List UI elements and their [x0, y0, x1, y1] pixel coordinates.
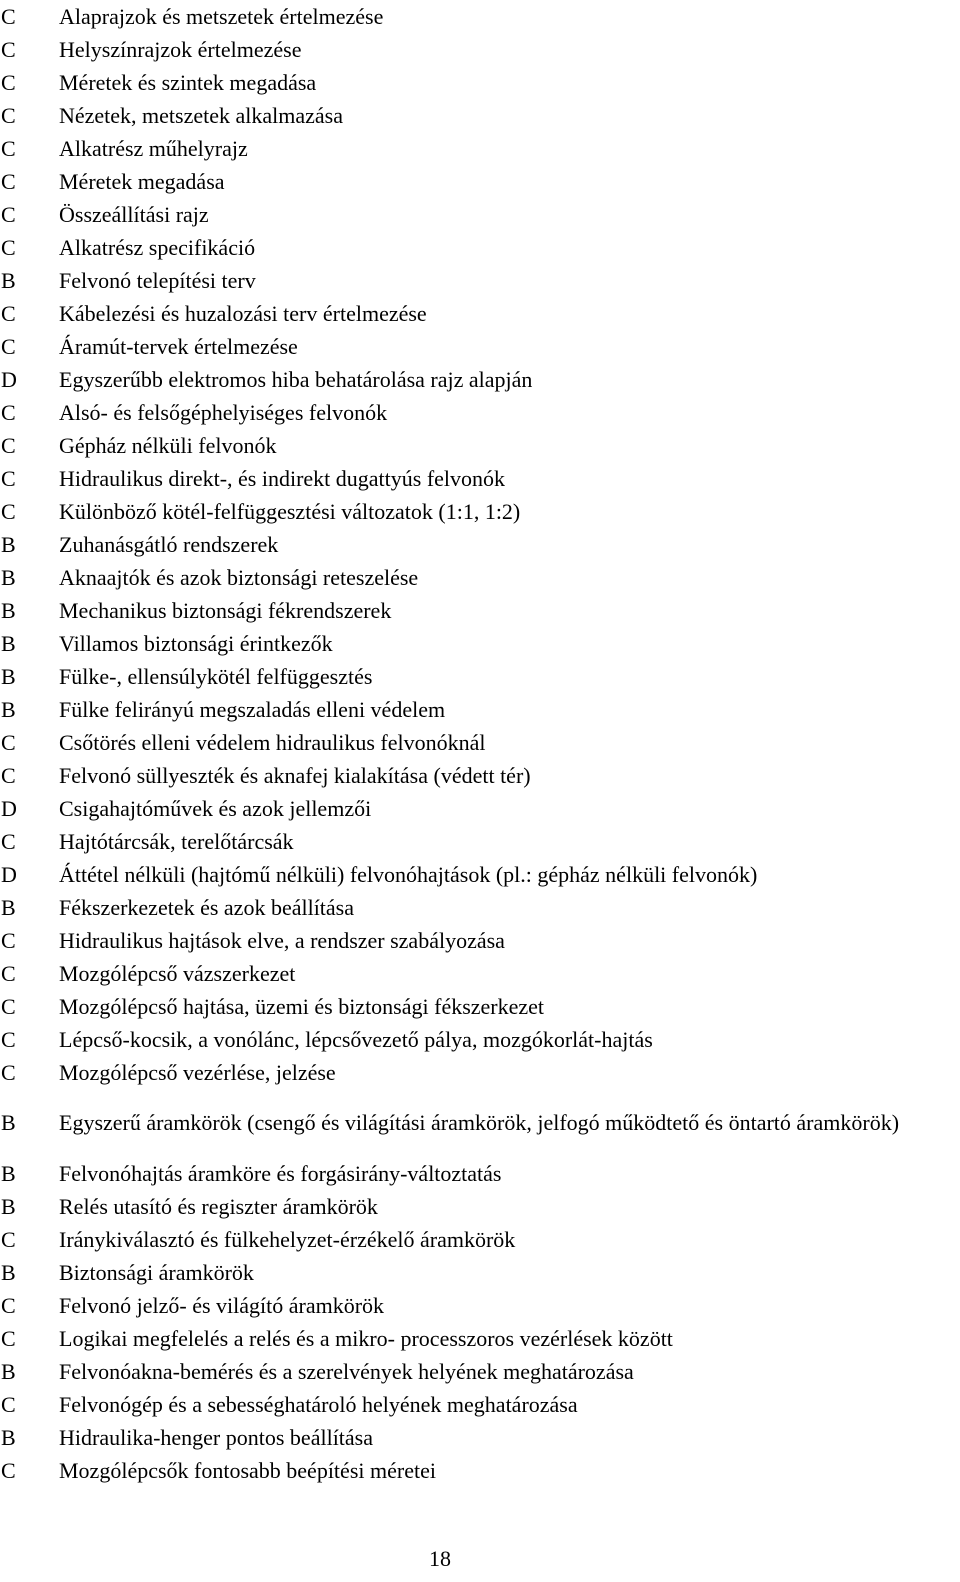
table-row	[0, 726, 960, 759]
level-cell: B	[1, 1110, 16, 1135]
table-row	[0, 132, 960, 165]
description-cell: Fékszerkezetek és azok beállítása	[59, 895, 355, 920]
level-cell: B	[1, 1425, 16, 1450]
description-cell: Hidraulika-henger pontos beállítása	[59, 1425, 374, 1450]
level-cell: C	[1, 136, 16, 161]
level-cell: B	[1, 532, 16, 557]
table-row	[0, 1157, 960, 1190]
description-cell: Relés utasító és regiszter áramkörök	[59, 1194, 378, 1219]
description-cell: Csigahajtóművek és azok jellemzői	[59, 796, 372, 821]
table-row	[0, 429, 960, 462]
level-cell: D	[1, 862, 17, 887]
level-cell: C	[1, 994, 16, 1019]
table-row	[0, 0, 960, 33]
level-cell: C	[1, 70, 16, 95]
description-cell: Felvonógép és a sebességhatároló helyének meghatározása	[59, 1392, 578, 1417]
level-cell: C	[1, 103, 16, 128]
table-row	[0, 198, 960, 231]
level-cell: C	[1, 334, 16, 359]
table-row	[0, 1256, 960, 1289]
level-cell: C	[1, 169, 16, 194]
table-row	[0, 627, 960, 660]
description-cell: Mechanikus biztonsági fékrendszerek	[59, 598, 392, 623]
description-cell: Áramút-tervek értelmezése	[59, 334, 298, 359]
table-row	[0, 264, 960, 297]
table-row	[0, 1388, 960, 1421]
level-cell: C	[1, 37, 16, 62]
level-cell: C	[1, 433, 16, 458]
description-cell: Mozgólépcső vázszerkezet	[59, 961, 296, 986]
description-cell: Biztonsági áramkörök	[59, 1260, 254, 1285]
level-cell: B	[1, 664, 16, 689]
page-number: 18	[429, 1546, 451, 1571]
table-row	[0, 660, 960, 693]
table-row	[0, 1421, 960, 1454]
description-cell: Egyszerűbb elektromos hiba behatárolása rajz alapján	[59, 367, 533, 392]
level-cell: C	[1, 763, 16, 788]
level-cell: C	[1, 499, 16, 524]
table-row	[0, 396, 960, 429]
table-row	[0, 33, 960, 66]
level-cell: B	[1, 268, 16, 293]
level-cell: C	[1, 1458, 16, 1483]
description-cell: Zuhanásgátló rendszerek	[59, 532, 279, 557]
level-cell: B	[1, 1260, 16, 1285]
description-cell: Logikai megfelelés a relés és a mikro- processzoros vezérlések között	[59, 1326, 673, 1351]
table-row	[0, 891, 960, 924]
table-row	[0, 330, 960, 363]
level-cell: C	[1, 1326, 16, 1351]
level-cell: C	[1, 1293, 16, 1318]
table-row	[0, 297, 960, 330]
level-cell: B	[1, 598, 16, 623]
table-row	[0, 1223, 960, 1256]
table-row	[0, 99, 960, 132]
table-row	[0, 1089, 960, 1157]
table-row	[0, 594, 960, 627]
level-cell: C	[1, 1227, 16, 1252]
table-row	[0, 957, 960, 990]
description-cell: Mozgólépcső vezérlése, jelzése	[59, 1060, 336, 1085]
table-row	[0, 1355, 960, 1388]
table-row	[0, 1289, 960, 1322]
table-row	[0, 792, 960, 825]
table-row	[0, 231, 960, 264]
table-row	[0, 528, 960, 561]
level-cell: C	[1, 4, 16, 29]
level-cell: C	[1, 829, 16, 854]
description-cell: Felvonó telepítési terv	[59, 268, 256, 293]
description-cell: Felvonó jelző- és világító áramkörök	[59, 1293, 385, 1318]
table-row	[0, 1190, 960, 1223]
description-cell: Fülke-, ellensúlykötél felfüggesztés	[59, 664, 373, 689]
table-row	[0, 66, 960, 99]
level-cell: C	[1, 400, 16, 425]
table-row	[0, 165, 960, 198]
description-cell: Felvonó süllyeszték és aknafej kialakítása (védett tér)	[59, 763, 531, 788]
level-cell: B	[1, 697, 16, 722]
level-cell: C	[1, 928, 16, 953]
level-cell: C	[1, 301, 16, 326]
description-cell: Méretek és szintek megadása	[59, 70, 317, 95]
table-row	[0, 495, 960, 528]
description-cell: Lépcső-kocsik, a vonólánc, lépcsővezető pálya, mozgókorlát-hajtás	[59, 1027, 653, 1052]
level-cell: C	[1, 730, 16, 755]
level-cell: C	[1, 466, 16, 491]
table-row	[0, 990, 960, 1023]
level-cell: C	[1, 1392, 16, 1417]
table-row	[0, 1056, 960, 1089]
level-cell: D	[1, 367, 17, 392]
description-cell: Alaprajzok és metszetek értelmezése	[59, 4, 384, 29]
level-cell: C	[1, 202, 16, 227]
description-cell: Iránykiválasztó és fülkehelyzet-érzékelő áramkörök	[59, 1227, 516, 1252]
description-cell: Egyszerű áramkörök (csengő és világítási áramkörök, jelfogó működtető és öntartó áramkörök)	[59, 1110, 900, 1135]
description-cell: Mozgólépcsők fontosabb beépítési méretei	[59, 1458, 436, 1483]
level-cell: B	[1, 895, 16, 920]
description-cell: Hidraulikus direkt-, és indirekt dugattyús felvonók	[59, 466, 506, 491]
description-cell: Hajtótárcsák, terelőtárcsák	[59, 829, 294, 854]
level-cell: C	[1, 1060, 16, 1085]
description-cell: Fülke felirányú megszaladás elleni védelem	[59, 697, 446, 722]
table-row	[0, 363, 960, 396]
description-cell: Alsó- és felsőgéphelyiséges felvonók	[59, 400, 388, 425]
table-row	[0, 825, 960, 858]
table-row	[0, 1322, 960, 1355]
description-cell: Csőtörés elleni védelem hidraulikus felvonóknál	[59, 730, 486, 755]
description-cell: Aknaajtók és azok biztonsági reteszelése	[59, 565, 419, 590]
description-cell: Mozgólépcső hajtása, üzemi és biztonsági fékszerkezet	[59, 994, 545, 1019]
level-cell: C	[1, 235, 16, 260]
level-cell: B	[1, 631, 16, 656]
table-row	[0, 462, 960, 495]
level-cell: B	[1, 565, 16, 590]
table-row	[0, 759, 960, 792]
description-cell: Gépház nélküli felvonók	[59, 433, 277, 458]
description-cell: Kábelezési és huzalozási terv értelmezése	[59, 301, 427, 326]
table-row	[0, 924, 960, 957]
description-cell: Felvonóhajtás áramköre és forgásirány-változtatás	[59, 1161, 502, 1186]
table-row	[0, 561, 960, 594]
description-cell: Nézetek, metszetek alkalmazása	[59, 103, 344, 128]
table-row	[0, 1023, 960, 1056]
description-cell: Méretek megadása	[59, 169, 225, 194]
level-cell: D	[1, 796, 17, 821]
description-cell: Villamos biztonsági érintkezők	[59, 631, 333, 656]
description-cell: Összeállítási rajz	[59, 202, 209, 227]
description-cell: Különböző kötél-felfüggesztési változatok (1:1, 1:2)	[59, 499, 521, 524]
level-cell: C	[1, 961, 16, 986]
level-cell: B	[1, 1194, 16, 1219]
table-row	[0, 1454, 960, 1487]
table-row	[0, 693, 960, 726]
description-cell: Áttétel nélküli (hajtómű nélküli) felvonóhajtások (pl.: gépház nélküli felvonók)	[59, 862, 758, 887]
table-row	[0, 858, 960, 891]
description-cell: Hidraulikus hajtások elve, a rendszer szabályozása	[59, 928, 505, 953]
description-cell: Alkatrész specifikáció	[59, 235, 256, 260]
level-cell: B	[1, 1161, 16, 1186]
description-cell: Alkatrész műhelyrajz	[59, 136, 248, 161]
level-cell: C	[1, 1027, 16, 1052]
level-cell: B	[1, 1359, 16, 1384]
description-cell: Felvonóakna-bemérés és a szerelvények helyének meghatározása	[59, 1359, 634, 1384]
description-cell: Helyszínrajzok értelmezése	[59, 37, 302, 62]
